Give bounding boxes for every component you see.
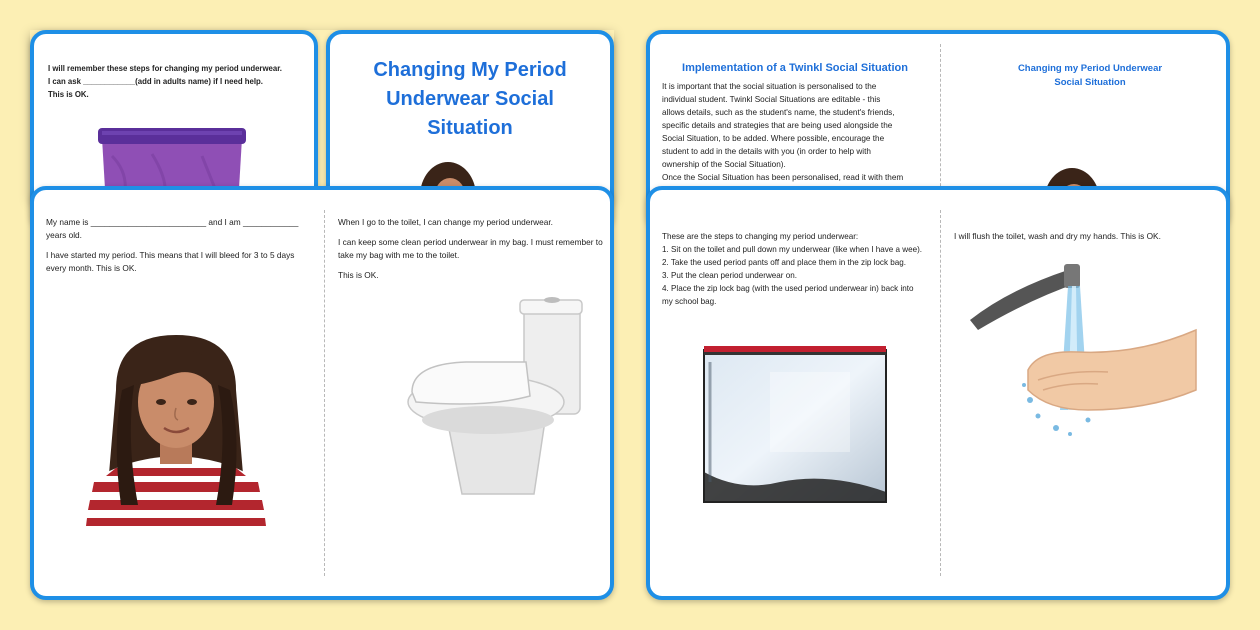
step-3: 3. Put the clean period underwear on. — [662, 271, 797, 280]
small-cover-title-line-1: Changing my Period Underwear — [1017, 63, 1163, 74]
implementation-line-2: individual student. Twinkl Social Situations are editable - this — [662, 95, 881, 104]
implementation-line-6: student to add in the details with you (in order to help with — [662, 147, 871, 156]
implementation-heading: Implementation of a Twinkl Social Situation — [682, 62, 908, 74]
flush-wash-text: I will flush the toilet, wash and dry my hands. This is OK. — [954, 231, 1161, 241]
front-left-panel-b-text — [338, 216, 610, 289]
implementation-line-4: specific details and strategies that are being used alongside the — [662, 121, 893, 130]
remember-steps-text: I will remember these steps for changing my period underwear. — [48, 64, 282, 73]
name-age-line: My name is _________________________ and I am ____________ years old. — [46, 217, 299, 240]
front-left-fold-line — [324, 210, 325, 576]
cover-title-line-1: Changing My Period — [373, 59, 567, 81]
toilet-illustration — [406, 296, 586, 500]
cover-title — [340, 56, 600, 143]
implementation-line-5: Social Situation, to be added. Where possible, encourage the — [662, 134, 885, 143]
step-4-line-1: 4. Place the zip lock bag (with the used period underwear in) back into — [662, 284, 914, 293]
small-cover-title-line-2: Social Situation — [1054, 77, 1126, 88]
period-paragraph-line-1: I have started my period. This means that I will bleed for 3 to 5 days — [46, 250, 295, 260]
implementation-line-7: ownership of the Social Situation). — [662, 160, 786, 169]
steps-intro: These are the steps to changing my period underwear: — [662, 232, 859, 241]
step-1: 1. Sit on the toilet and pull down my underwear (like when I have a wee). — [662, 245, 923, 254]
front-right-spread — [646, 186, 1230, 600]
steps-text — [662, 230, 936, 308]
implementation-line-1: It is important that the social situation is personalised to the — [662, 82, 877, 91]
this-is-ok-text: This is OK. — [48, 90, 89, 99]
hand-washing-illustration — [968, 260, 1198, 440]
ask-adult-text: I can ask ____________(add in adults name) if I need help. — [48, 77, 263, 86]
period-paragraph — [46, 249, 318, 275]
clean-underwear-line-2: take my bag with me to the toilet. — [338, 250, 460, 260]
step-4-line-2: my school bag. — [662, 297, 717, 306]
implementation-line-3: allows details, such as the student's name, the student's friends, — [662, 108, 895, 117]
this-is-ok-line: This is OK. — [338, 270, 379, 280]
front-left-spread — [30, 186, 614, 600]
zip-lock-bag-illustration — [700, 342, 890, 508]
back-left-panel-a-text — [48, 62, 310, 101]
girl-portrait-illustration — [76, 330, 276, 526]
clean-underwear-line-1: I can keep some clean period underwear in my bag. I must remember to — [338, 237, 603, 247]
front-left-panel-a-text — [46, 216, 318, 282]
step-2: 2. Take the used period pants off and place them in the zip lock bag. — [662, 258, 907, 267]
small-cover-title — [950, 62, 1230, 90]
implementation-text — [662, 80, 934, 184]
front-right-fold-line — [940, 210, 941, 576]
cover-title-line-2: Underwear Social — [386, 88, 554, 110]
clean-underwear-paragraph — [338, 236, 610, 262]
toilet-change-line: When I go to the toilet, I can change my period underwear. — [338, 217, 553, 227]
back-left-spread — [30, 30, 614, 200]
period-paragraph-line-2: every month. This is OK. — [46, 263, 137, 273]
cover-title-line-3: Situation — [427, 117, 513, 139]
implementation-line-8: Once the Social Situation has been personalised, read it with them — [662, 173, 904, 182]
